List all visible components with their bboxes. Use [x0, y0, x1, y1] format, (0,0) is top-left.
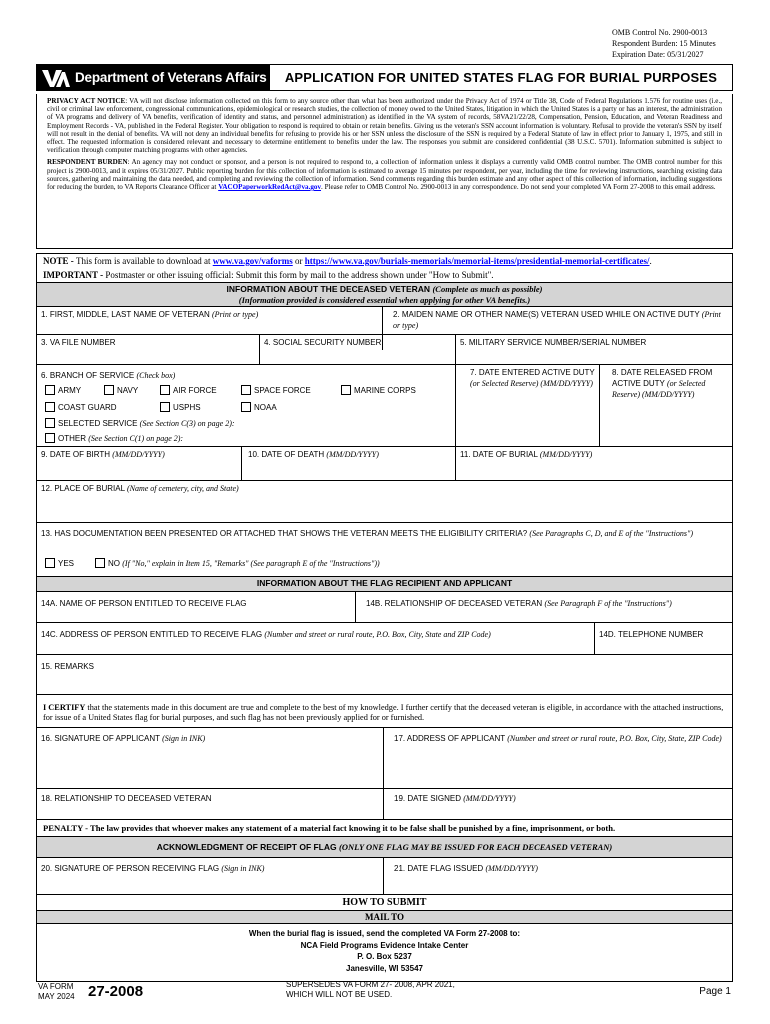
privacy-notice: [36, 94, 733, 249]
f2-hint: (Print or type): [393, 310, 721, 330]
privacy-label: PRIVACY ACT NOTICE: [47, 97, 126, 105]
note-row: [37, 254, 732, 268]
f1-label: 1. FIRST, MIDDLE, LAST NAME OF VETERAN: [41, 310, 210, 319]
respondent-burden-paragraph: [47, 158, 722, 191]
f14b-label: 14B. RELATIONSHIP OF DECEASED VETERAN: [366, 599, 543, 608]
f13-label: 13. HAS DOCUMENTATION BEEN PRESENTED OR ATTACHED THAT SHOWS THE VETERAN MEETS THE ELIGIBILITY CRITERIA?: [41, 529, 528, 538]
f14d-label: 14D. TELEPHONE NUMBER: [599, 630, 704, 639]
va-logo: [37, 65, 270, 90]
certify-text: that the statements made in this document are true and complete to the best of my knowledge. I further certify that the deceased veteran is eligible, in accordance with the attached instructions, for issue of a United States flag for burial purposes, and such flag has not been previously applied for or furnished.: [43, 703, 724, 722]
checkbox-coast-guard[interactable]: [45, 402, 55, 412]
branch-selected-service[interactable]: [45, 418, 235, 429]
checkbox-marine-corps[interactable]: [341, 385, 351, 395]
f14c-label: 14C. ADDRESS OF PERSON ENTITLED TO RECEIVE FLAG: [41, 630, 263, 639]
f13-hint: (See Paragraphs C, D, and E of the "Instructions"): [529, 529, 693, 538]
row-documentation: [37, 522, 732, 576]
submit-line2: NCA Field Programs Evidence Intake Center: [300, 940, 469, 950]
f7-label: 7. DATE ENTERED ACTIVE DUTY: [470, 368, 595, 377]
penalty-text: The law provides that whoever makes any statement of a material fact knowing it to be false shall be punished by a fine, imprisonment, or both.: [89, 823, 616, 833]
how-to-submit-heading: [37, 894, 732, 910]
f21-label: 21. DATE FLAG ISSUED: [394, 864, 484, 873]
row-20-21: [37, 857, 732, 894]
f10-hint: (MM/DD/YYYY): [326, 450, 379, 459]
mailing-address: [37, 923, 732, 983]
branch-other[interactable]: [45, 433, 183, 444]
field-14b-relationship[interactable]: [355, 592, 734, 622]
penalty-statement: [37, 819, 732, 836]
f2-label: 2. MAIDEN NAME OR OTHER NAME(S) VETERAN USED WHILE ON ACTIVE DUTY: [393, 310, 700, 319]
note-period: .: [649, 256, 652, 266]
supersedes-line2: WHICH WILL NOT BE USED.: [286, 990, 393, 999]
f19-hint: (MM/DD/YYYY): [463, 794, 516, 803]
row-18-19: [37, 788, 732, 819]
f6-label: 6. BRANCH OF SERVICE: [41, 371, 135, 380]
section-deceased-veteran-header: [37, 282, 732, 306]
option-yes[interactable]: [45, 558, 74, 569]
f16-hint: (Sign in INK): [162, 734, 206, 743]
mail-to-heading: [37, 910, 732, 923]
field-20-receiver-signature[interactable]: [37, 858, 383, 894]
field-16-applicant-signature[interactable]: [37, 728, 383, 788]
field-15-remarks[interactable]: [37, 655, 734, 694]
important-text: Postmaster or other issuing official: Submit this form by mail to the address shown under "How to Submit".: [105, 270, 494, 280]
field-6-branch-of-service: [37, 365, 455, 446]
department-name: Department of Veterans Affairs: [75, 70, 267, 85]
f4-label: 4. SOCIAL SECURITY NUMBER: [264, 338, 382, 347]
burden-text: : An agency may not conduct or sponsor, and a person is not required to respond to, a collection of information unless it displays a currently valid OMB control number. The OMB control number for this project is 2900-0013, and it expires 05/31/2027. Public reporting burden for this collection of information is estimated to average 15 minutes per respondent, per year, including the time for reviewing instructions, searching existing data sources, gathering and maintaining the data needed, and completing and reviewing the collection of information. Send comments regarding this burden estimate and any other aspect of this collection of information, including suggestions for reducing the burden, to VA Reports Clearance Officer at: [47, 158, 722, 192]
f21-hint: (MM/DD/YYYY): [485, 864, 538, 873]
checkbox-yes[interactable]: [45, 558, 55, 568]
navy-label: NAVY: [117, 386, 139, 395]
footer-date: MAY 2024: [38, 992, 75, 1001]
burden-email-link[interactable]: VACOPaperworkRedAct@va.gov: [218, 183, 322, 192]
section3-title: ACKNOWLEDGMENT OF RECEIPT OF FLAG: [156, 842, 337, 852]
field-7-date-entered[interactable]: [455, 365, 599, 446]
burden-label: RESPONDENT BURDEN: [47, 158, 128, 167]
section2-title: INFORMATION ABOUT THE FLAG RECIPIENT AND APPLICANT: [256, 578, 513, 588]
omb-control: OMB Control No. 2900-0013: [612, 28, 708, 37]
f19-label: 19. DATE SIGNED: [394, 794, 461, 803]
field-3-va-file-number[interactable]: [37, 335, 259, 364]
row-14ab: [37, 591, 732, 622]
footer-page-number: Page 1: [699, 986, 731, 997]
coastguard-label: COAST GUARD: [58, 403, 117, 412]
marines-label: MARINE CORPS: [354, 386, 416, 395]
f8-label: 8. DATE RELEASED FROM ACTIVE DUTY: [612, 368, 713, 388]
certify-statement: [37, 694, 732, 727]
field-14d-telephone[interactable]: [594, 623, 734, 654]
certify-label: I CERTIFY: [43, 703, 86, 712]
field-4-ssn[interactable]: [259, 335, 455, 364]
f17-label: 17. ADDRESS OF APPLICANT: [394, 734, 506, 743]
field-19-date-signed[interactable]: [383, 789, 734, 819]
field-13-documentation: [37, 523, 734, 576]
section1-title-note: (Complete as much as possible): [432, 284, 543, 294]
field-11-date-of-burial[interactable]: [455, 447, 734, 480]
selected-hint: (See Section C(3) on page 2):: [139, 419, 235, 428]
f14a-label: 14A. NAME OF PERSON ENTITLED TO RECEIVE FLAG: [41, 599, 247, 608]
row-place-of-burial: [37, 480, 732, 522]
checkbox-navy[interactable]: [104, 385, 114, 395]
submit-line1: When the burial flag is issued, send the completed VA Form 27-2008 to:: [248, 929, 521, 938]
section1-title: INFORMATION ABOUT THE DECEASED VETERAN: [226, 284, 431, 294]
f7-hint: (or Selected Reserve) (MM/DD/YYYY): [470, 379, 593, 388]
row-branch: [37, 364, 732, 446]
important-row: [37, 268, 732, 282]
penalty-label: PENALTY -: [43, 823, 90, 833]
va-logo-icon: [41, 67, 71, 89]
f14b-hint: (See Paragraph F of the "Instructions"): [544, 599, 672, 608]
footer-va-form: VA FORM: [38, 982, 74, 991]
no-hint: (If "No," explain in Item 15, "Remarks" (See paragraph E of the "Instructions")): [122, 559, 380, 568]
supersedes-line1: SUPERSEDES VA FORM 27- 2008, APR 2021,: [286, 980, 455, 989]
field-18-relationship[interactable]: [37, 789, 383, 819]
omb-info: [612, 27, 716, 60]
field-17-applicant-address[interactable]: [383, 728, 734, 788]
f11-hint: (MM/DD/YYYY): [539, 450, 593, 459]
spaceforce-label: SPACE FORCE: [254, 386, 311, 395]
note-label: NOTE -: [43, 256, 77, 266]
vaforms-link[interactable]: www.va.gov/vaforms: [212, 256, 293, 266]
no-label: NO: [108, 559, 120, 568]
other-hint: (See Section C(1) on page 2):: [88, 434, 184, 443]
branch-noaa[interactable]: [241, 402, 277, 413]
checkbox-no[interactable]: [95, 558, 105, 568]
burden-end: . Please refer to OMB Control No. 2900-0013 in any correspondence. Do not send your completed VA Form 27-2008 to this email address.: [321, 183, 716, 192]
privacy-text: : VA will not disclose information collected on this form to any source other than what has been authorized under the Privacy Act of 1974 or Title 38, Code of Federal Regulations 1.576 for routine uses (i.e., civil or criminal law enforcement, congressional communications, epidemiological or research studies, the collection of money owed to the United States, litigation in which the United States is a party or has an interest, the administration of VA programs and delivery of VA benefits, verification of identity and status, and personnel administration) as identified in the VA system of records, 58VA21/22/28, Compensation, Pension, Education, and Veteran Readiness and Employment Records - VA, published in the Federal Register. Your obligation to respond is required to obtain or retain benefits. Giving us the veteran's SSN account information is voluntary. Refusal to provide the veteran's SSN by itself will not result in the denial of benefits. VA will not deny an individual benefits for refusing to provide his or her SSN unless the disclosure of the SSN is required by a Federal Statute of law in effect prior to January 1, 1975, and still in effect. The requested information is considered relevant and necessary to determine entitlement to benefits under the law. The responses you submit are considered confidential (38 U.S.C. 5701). Information submitted is subject to verification through computer matching programs with other agencies.: [47, 97, 722, 155]
section1-subtitle: (Information provided is considered essential when applying for other VA benefits.): [238, 295, 531, 305]
form-body: [36, 253, 733, 982]
f8-hint: (or Selected Reserve) (MM/DD/YYYY): [612, 379, 706, 399]
checkbox-noaa[interactable]: [241, 402, 251, 412]
army-label: ARMY: [58, 386, 82, 395]
f3-label: 3. VA FILE NUMBER: [41, 338, 116, 347]
checkbox-space-force[interactable]: [241, 385, 251, 395]
row-14cd: [37, 622, 732, 654]
f16-label: 16. SIGNATURE OF APPLICANT: [41, 734, 160, 743]
other-label: OTHER: [58, 434, 86, 443]
f20-label: 20. SIGNATURE OF PERSON RECEIVING FLAG: [41, 864, 220, 873]
f6-hint: (Check box): [136, 371, 176, 380]
f10-label: 10. DATE OF DEATH: [248, 450, 325, 459]
form-footer: [36, 982, 733, 1012]
branch-space-force[interactable]: [241, 385, 311, 396]
f20-hint: (Sign in INK): [221, 864, 265, 873]
field-5-service-number[interactable]: [455, 335, 734, 364]
row-numbers: [37, 334, 732, 364]
branch-coast-guard[interactable]: [45, 402, 117, 413]
field-9-date-of-birth[interactable]: [37, 447, 241, 480]
privacy-act-paragraph: [47, 97, 722, 154]
footer-supersedes: [286, 980, 455, 1000]
section-flag-recipient-header: [37, 576, 732, 591]
option-no[interactable]: [95, 558, 380, 569]
airforce-label: AIR FORCE: [173, 386, 217, 395]
f14c-hint: (Number and street or rural route, P.O. Box, City, State and ZIP Code): [264, 630, 491, 639]
checkbox-selected-service[interactable]: [45, 418, 55, 428]
yes-label: YES: [58, 559, 75, 568]
checkbox-air-force[interactable]: [160, 385, 170, 395]
f9-hint: (MM/DD/YYYY): [112, 450, 165, 459]
field-14c-address[interactable]: [37, 623, 594, 654]
memorial-link[interactable]: https://www.va.gov/burials-memorials/memorial-items/presidential-memorial-certificates/: [304, 256, 650, 266]
row-remarks: [37, 654, 732, 694]
f9-label: 9. DATE OF BIRTH: [41, 450, 111, 459]
footer-form-number: 27-2008: [88, 983, 144, 1000]
selected-label: SELECTED SERVICE: [58, 419, 138, 428]
f11-label: 11. DATE OF BURIAL: [460, 450, 538, 459]
section-acknowledgment-header: [37, 836, 732, 857]
form-header: [36, 64, 733, 91]
branch-marine-corps[interactable]: [341, 385, 416, 396]
footer-form-id: [38, 982, 75, 1002]
f1-hint: (Print or type): [212, 310, 259, 319]
omb-burden: Respondent Burden: 15 Minutes: [612, 39, 716, 48]
omb-expiration: Expiration Date: 05/31/2027: [612, 50, 704, 59]
field-21-date-flag-issued[interactable]: [383, 858, 734, 894]
checkbox-army[interactable]: [45, 385, 55, 395]
mail-to-label: MAIL TO: [365, 912, 404, 922]
f12-label: 12. PLACE OF BURIAL: [41, 484, 125, 493]
f17-hint: (Number and street or rural route, P.O. Box, City, State, ZIP Code): [507, 734, 722, 743]
important-label: IMPORTANT -: [43, 270, 106, 280]
f18-label: 18. RELATIONSHIP TO DECEASED VETERAN: [41, 794, 212, 803]
usphs-label: USPHS: [173, 403, 201, 412]
field-10-date-of-death[interactable]: [241, 447, 455, 480]
submit-line4: Janesville, WI 53547: [346, 963, 423, 973]
note-or: or: [292, 256, 305, 266]
note-text: This form is available to download at: [76, 256, 213, 266]
f15-label: 15. REMARKS: [41, 662, 94, 671]
row-16-17: [37, 727, 732, 788]
branch-usphs[interactable]: [160, 402, 201, 413]
checkbox-usphs[interactable]: [160, 402, 170, 412]
branch-navy[interactable]: [104, 385, 138, 396]
field-8-date-released[interactable]: [599, 365, 734, 446]
section3-title-note: (ONLY ONE FLAG MAY BE ISSUED FOR EACH DECEASED VETERAN): [339, 842, 613, 852]
branch-army[interactable]: [45, 385, 81, 396]
f12-hint: (Name of cemetery, city, and State): [126, 484, 239, 493]
submit-line3: P. O. Box 5237: [357, 952, 412, 961]
field-12-place-of-burial[interactable]: [37, 481, 734, 522]
branch-air-force[interactable]: [160, 385, 217, 396]
field-14a-recipient-name[interactable]: [37, 592, 355, 622]
checkbox-other[interactable]: [45, 433, 55, 443]
row-dates: [37, 446, 732, 480]
submit-title: HOW TO SUBMIT: [342, 897, 427, 908]
noaa-label: NOAA: [254, 403, 277, 412]
form-title: APPLICATION FOR UNITED STATES FLAG FOR BURIAL PURPOSES: [284, 70, 718, 85]
f5-label: 5. MILITARY SERVICE NUMBER/SERIAL NUMBER: [460, 338, 647, 347]
